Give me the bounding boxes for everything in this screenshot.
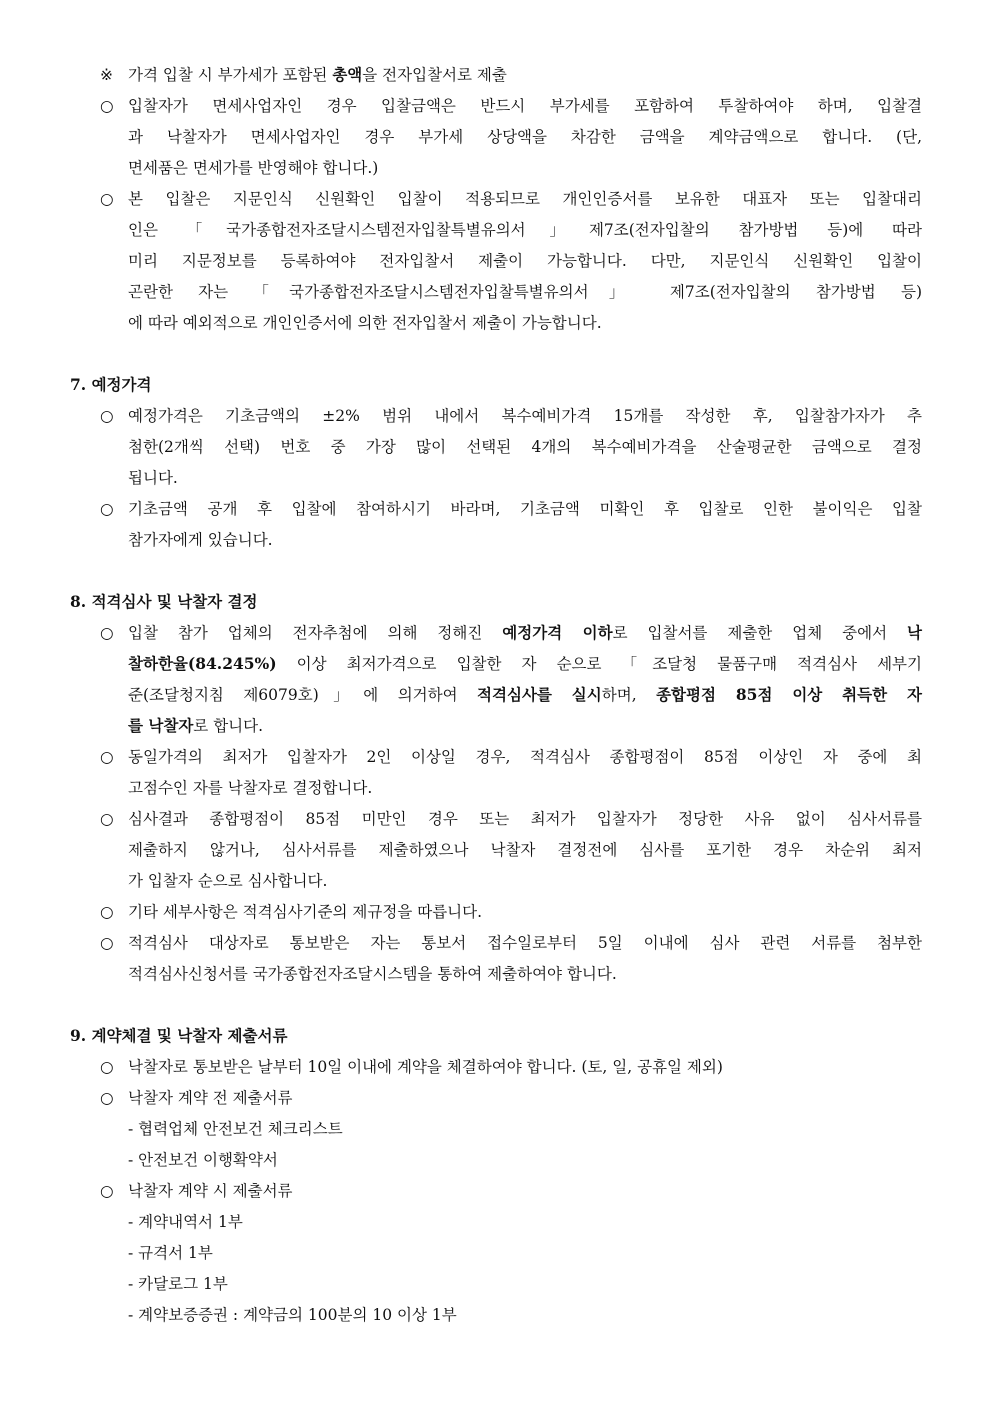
note-marker: ※ xyxy=(100,66,113,84)
s6-p2-line-2: 인은 「국가종합전자조달시스템전자입찰특별유의서」제7조(전자입찰의 참가방법 등)에 따라 xyxy=(128,221,922,239)
s8-p1-line-4 xyxy=(128,716,263,736)
note-text-before: 가격 입찰 시 부가세가 포함된 xyxy=(128,66,333,84)
s9-p2-marker: ○ xyxy=(100,1089,114,1107)
s9-p1-marker: ○ xyxy=(100,1058,114,1076)
s8-p5-line-1: 적격심사 대상자로 통보받은 자는 통보서 접수일로부터 5일 이내에 심사 관련 서류를 첨부한 xyxy=(128,934,922,952)
s8-p1-l2-part-b: 이상 최저가격으로 입찰한 자 순으로 「조달청 물품구매 적격심사 세부기 xyxy=(276,655,922,673)
s7-p2-line-1: 기초금액 공개 후 입찰에 참여하시기 바라며, 기초금액 미확인 후 입찰로 인한 불이익은 입찰 xyxy=(128,500,922,518)
s7-p2-line-2: 참가자에게 있습니다. xyxy=(128,531,273,549)
s8-p4-line-1: 기타 세부사항은 적격심사기준의 제규정을 따릅니다. xyxy=(128,903,483,921)
section-8-heading: 8. 적격심사 및 낙찰자 결정 xyxy=(70,592,258,611)
s8-p1-l1-bold-b: 예정가격 이하 xyxy=(502,623,613,642)
s8-p2-marker: ○ xyxy=(100,748,114,766)
s8-p2-line-1: 동일가격의 최저가 입찰자가 2인 이상일 경우, 적격심사 종합평점이 85점 이상인 자 중에 최 xyxy=(128,748,922,766)
s8-p1-line-1 xyxy=(128,623,922,643)
s6-p1-line-3: 면세품은 면세가를 반영해야 합니다.) xyxy=(128,159,379,177)
s7-p1-line-3: 됩니다. xyxy=(128,469,178,487)
s8-p2-line-2: 고점수인 자를 낙찰자로 결정합니다. xyxy=(128,779,373,797)
s8-p1-l4-bold-a: 를 낙찰자 xyxy=(128,716,194,735)
s8-p1-l3-part-c: 하며, xyxy=(601,686,657,704)
s6-p2-line-5: 에 따라 예외적으로 개인인증서에 의한 전자입찰서 제출이 가능합니다. xyxy=(128,314,602,332)
s8-p3-line-2: 제출하지 않거나, 심사서류를 제출하였으나 낙찰자 결정전에 심사를 포기한 경우 차순위 최저 xyxy=(128,841,922,859)
s7-p2-marker: ○ xyxy=(100,500,114,518)
s9-p1-line-1: 낙찰자로 통보받은 날부터 10일 이내에 계약을 체결하여야 합니다. (토, 일, 공휴일 제외) xyxy=(128,1058,723,1076)
s8-p1-l4-part-b: 로 합니다. xyxy=(193,717,264,735)
section-7-heading: 7. 예정가격 xyxy=(70,375,152,394)
s6-p2-marker: ○ xyxy=(100,190,114,208)
s8-p5-marker: ○ xyxy=(100,934,114,952)
s6-p1-marker: ○ xyxy=(100,97,114,115)
s9-p2-line-1: 낙찰자 계약 전 제출서류 xyxy=(128,1089,293,1107)
list-item: - 규격서 1부 xyxy=(128,1244,213,1262)
s8-p1-l3-bold-b: 적격심사를 실시 xyxy=(477,685,602,704)
s6-p2-line-1: 본 입찰은 지문인식 신원확인 입찰이 적용되므로 개인인증서를 보유한 대표자 또는 입찰대리 xyxy=(128,190,922,208)
s8-p1-l1-part-c: 로 입찰서를 제출한 업체 중에서 xyxy=(612,624,907,642)
s9-p3-marker: ○ xyxy=(100,1182,114,1200)
s6-p2-line-4: 곤란한 자는 「국가종합전자조달시스템전자입찰특별유의서」 제7조(전자입찰의 참가방법 등) xyxy=(128,283,922,301)
list-item: - 계약보증증권 : 계약금의 100분의 10 이상 1부 xyxy=(128,1306,457,1324)
s6-p2-line-3: 미리 지문정보를 등록하여야 전자입찰서 제출이 가능합니다. 다만, 지문인식 신원확인 입찰이 xyxy=(128,252,922,270)
s6-p1-line-1: 입찰자가 면세사업자인 경우 입찰금액은 반드시 부가세를 포함하여 투찰하여야 하며, 입찰결 xyxy=(128,97,922,115)
note-text-after: 을 전자입찰서로 제출 xyxy=(362,66,507,84)
s8-p1-l3-bold-d: 종합평점 85점 이상 취득한 자 xyxy=(656,685,922,704)
note-text-bold: 총액 xyxy=(332,65,363,84)
list-item: - 계약내역서 1부 xyxy=(128,1213,243,1231)
list-item: - 협력업체 안전보건 체크리스트 xyxy=(128,1120,343,1138)
s8-p3-line-3: 가 입찰자 순으로 심사합니다. xyxy=(128,872,328,890)
s8-p1-line-3 xyxy=(128,685,922,705)
s9-p3-line-1: 낙찰자 계약 시 제출서류 xyxy=(128,1182,293,1200)
list-item: - 안전보건 이행확약서 xyxy=(128,1151,278,1169)
s6-p1-line-2: 과 낙찰자가 면세사업자인 경우 부가세 상당액을 차감한 금액을 계약금액으로 합니다. (단, xyxy=(128,128,922,146)
s8-p4-marker: ○ xyxy=(100,903,114,921)
s8-p3-marker: ○ xyxy=(100,810,114,828)
s8-p1-marker: ○ xyxy=(100,624,114,642)
s7-p1-marker: ○ xyxy=(100,407,114,425)
s8-p1-l2-bold-a: 찰하한율(84.245%) xyxy=(128,654,277,673)
list-item: - 카달로그 1부 xyxy=(128,1275,228,1293)
s8-p1-l1-bold-d: 낙 xyxy=(907,623,922,642)
s8-p1-l1-part-a: 입찰 참가 업체의 전자추첨에 의해 정해진 xyxy=(128,624,503,642)
note-line xyxy=(100,65,507,85)
s8-p3-line-1: 심사결과 종합평점이 85점 미만인 경우 또는 최저가 입찰자가 정당한 사유 없이 심사서류를 xyxy=(128,810,922,828)
s7-p1-line-2: 첨한(2개씩 선택) 번호 중 가장 많이 선택된 4개의 복수예비가격을 산술평균한 금액으로 결정 xyxy=(128,438,922,456)
s8-p5-line-2: 적격심사신청서를 국가종합전자조달시스템을 통하여 제출하여야 합니다. xyxy=(128,965,617,983)
s8-p1-l3-part-a: 준(조달청지침 제6079호)」에 의거하여 xyxy=(128,686,478,704)
s7-p1-line-1: 예정가격은 기초금액의 ±2% 범위 내에서 복수예비가격 15개를 작성한 후, 입찰참가자가 추 xyxy=(128,407,922,425)
section-9-heading: 9. 계약체결 및 낙찰자 제출서류 xyxy=(70,1026,288,1045)
s8-p1-line-2 xyxy=(128,654,922,674)
